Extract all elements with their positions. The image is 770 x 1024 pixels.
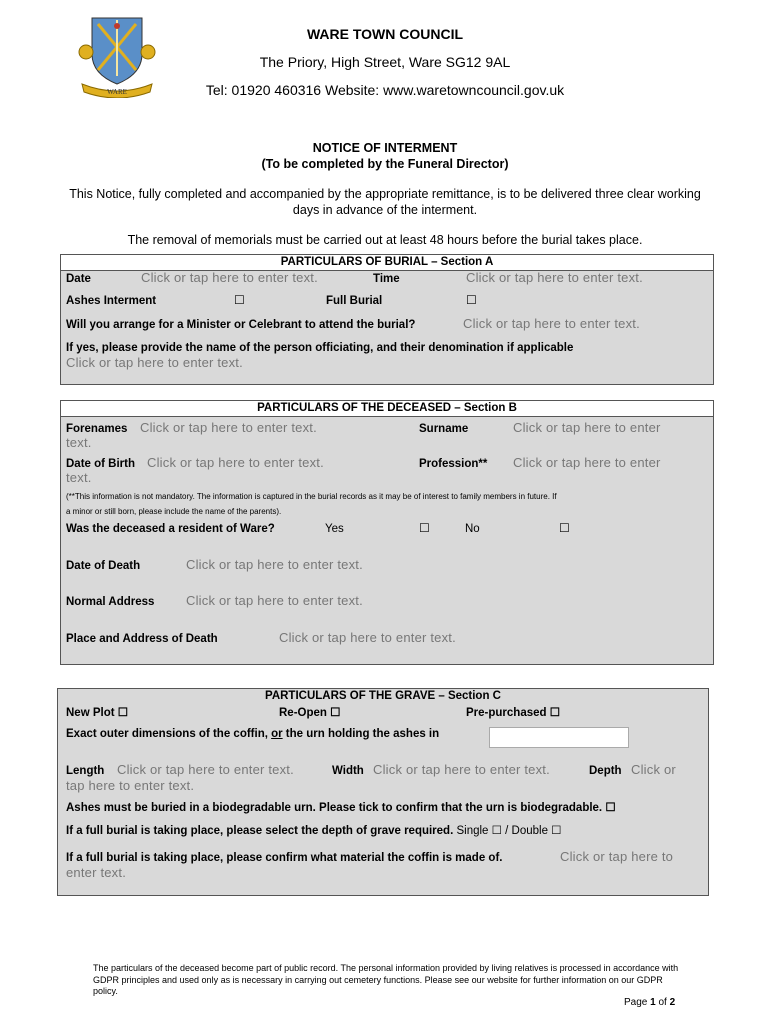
biodegradable-confirm[interactable]: Ashes must be buried in a biodegradable urn. Please tick to confirm that the urn is biodegradable. ☐ — [66, 802, 616, 814]
resident-yes-checkbox[interactable]: ☐ — [419, 521, 430, 535]
dod-field[interactable]: Click or tap here to enter text. — [186, 557, 363, 572]
coffin-material-label: If a full burial is taking place, please confirm what material the coffin is made of. — [66, 852, 503, 864]
normal-address-label: Normal Address — [66, 596, 155, 608]
council-address: The Priory, High Street, Ware SG12 9AL — [259, 54, 511, 70]
grave-depth-label: If a full burial is taking place, please select the depth of grave required. — [66, 825, 454, 837]
reopen-option[interactable]: Re-Open ☐ — [279, 707, 341, 719]
notice-intro: This Notice, fully completed and accompanied by the appropriate remittance, is to be delivered three clear working days in advance of the interment. — [69, 187, 701, 217]
section-c-header: PARTICULARS OF THE GRAVE – Section C — [265, 690, 501, 702]
section-a-header: PARTICULARS OF BURIAL – Section A — [61, 255, 713, 271]
ashes-interment-checkbox[interactable]: ☐ — [234, 293, 245, 307]
page-number: Page 1 of 2 — [624, 997, 676, 1008]
notice-title: NOTICE OF INTERMENT — [312, 141, 458, 155]
profession-label: Profession** — [419, 458, 488, 470]
council-contact: Tel: 01920 460316 Website: www.waretowncouncil.gov.uk — [205, 82, 565, 98]
date-label: Date — [66, 273, 91, 285]
ashes-interment-label: Ashes Interment — [66, 295, 157, 307]
officiating-label: If yes, please provide the name of the person officiating, and their denomination if applicable — [66, 342, 574, 354]
surname-label: Surname — [419, 423, 469, 435]
dob-label: Date of Birth — [66, 458, 135, 470]
grave-depth-options[interactable]: Single ☐ / Double ☐ — [456, 825, 562, 837]
place-of-death-field[interactable]: Click or tap here to enter text. — [279, 630, 456, 645]
section-b-deceased — [60, 400, 714, 665]
time-label: Time — [373, 273, 400, 285]
dob-field[interactable]: Click or tap here to enter text. — [147, 455, 324, 470]
council-name: WARE TOWN COUNCIL — [306, 26, 464, 42]
crest-motto: WARE — [107, 88, 127, 96]
optional-info-note-2: a minor or still born, please include the name of the parents). — [66, 507, 282, 516]
officiating-field[interactable]: Click or tap here to enter text. — [66, 355, 243, 370]
date-field[interactable]: Click or tap here to enter text. — [141, 270, 318, 285]
removal-notice: The removal of memorials must be carried out at least 48 hours before the burial takes place. — [127, 233, 643, 247]
minister-question: Will you arrange for a Minister or Celebrant to attend the burial? — [66, 319, 416, 331]
full-burial-label: Full Burial — [326, 295, 383, 307]
minister-field[interactable]: Click or tap here to enter text. — [463, 316, 640, 331]
dob-field-wrap: text. — [66, 470, 92, 485]
gdpr-footer-note: The particulars of the deceased become part of public record. The personal information provided by living relatives is processed in accordance with GDPR principles and used only as is necessary in carrying out cemetery functions. Please see our website for further information on our GDPR policy. — [93, 963, 679, 996]
grave-depth-row — [66, 823, 562, 837]
dimensions-label: Exact outer dimensions of the coffin, or the urn holding the ashes in — [66, 728, 440, 740]
forenames-label: Forenames — [66, 423, 128, 435]
length-field[interactable]: Click or tap here to enter text. — [117, 762, 294, 777]
section-a-burial — [60, 254, 714, 385]
forenames-field[interactable]: Click or tap here to enter text. — [140, 420, 317, 435]
resident-no-checkbox[interactable]: ☐ — [559, 521, 570, 535]
full-burial-checkbox[interactable]: ☐ — [466, 293, 477, 307]
notice-title-block — [0, 140, 770, 172]
prepurchased-option[interactable]: Pre-purchased ☐ — [466, 707, 561, 719]
dimensions-unit-field[interactable] — [489, 727, 629, 748]
length-label: Length — [66, 765, 105, 777]
dod-label: Date of Death — [66, 560, 141, 572]
depth-label: Depth — [589, 765, 622, 777]
depth-field[interactable]: Click or — [631, 762, 676, 777]
resident-question: Was the deceased a resident of Ware? — [66, 523, 275, 535]
surname-field[interactable]: Click or tap here to enter — [513, 420, 661, 435]
notice-subtitle: (To be completed by the Funeral Director) — [261, 157, 509, 171]
new-plot-option[interactable]: New Plot ☐ — [66, 707, 129, 719]
width-label: Width — [332, 765, 364, 777]
section-b-header: PARTICULARS OF THE DECEASED – Section B — [61, 401, 713, 417]
place-of-death-label: Place and Address of Death — [66, 633, 218, 645]
resident-no-label: No — [465, 523, 480, 535]
optional-info-note-1: (**This information is not mandatory. The information is captured in the burial records as it may be of interest to family members in future. If — [66, 492, 557, 501]
coffin-material-field[interactable]: Click or tap here to — [560, 849, 674, 864]
normal-address-field[interactable]: Click or tap here to enter text. — [186, 593, 363, 608]
profession-field[interactable]: Click or tap here to enter — [513, 455, 661, 470]
resident-yes-label: Yes — [325, 523, 344, 535]
section-c-grave — [57, 688, 709, 896]
coffin-material-field-wrap: enter text. — [66, 865, 127, 880]
depth-field-wrap: tap here to enter text. — [66, 778, 195, 793]
width-field[interactable]: Click or tap here to enter text. — [373, 762, 550, 777]
time-field[interactable]: Click or tap here to enter text. — [466, 270, 643, 285]
forenames-field-wrap: text. — [66, 435, 92, 450]
